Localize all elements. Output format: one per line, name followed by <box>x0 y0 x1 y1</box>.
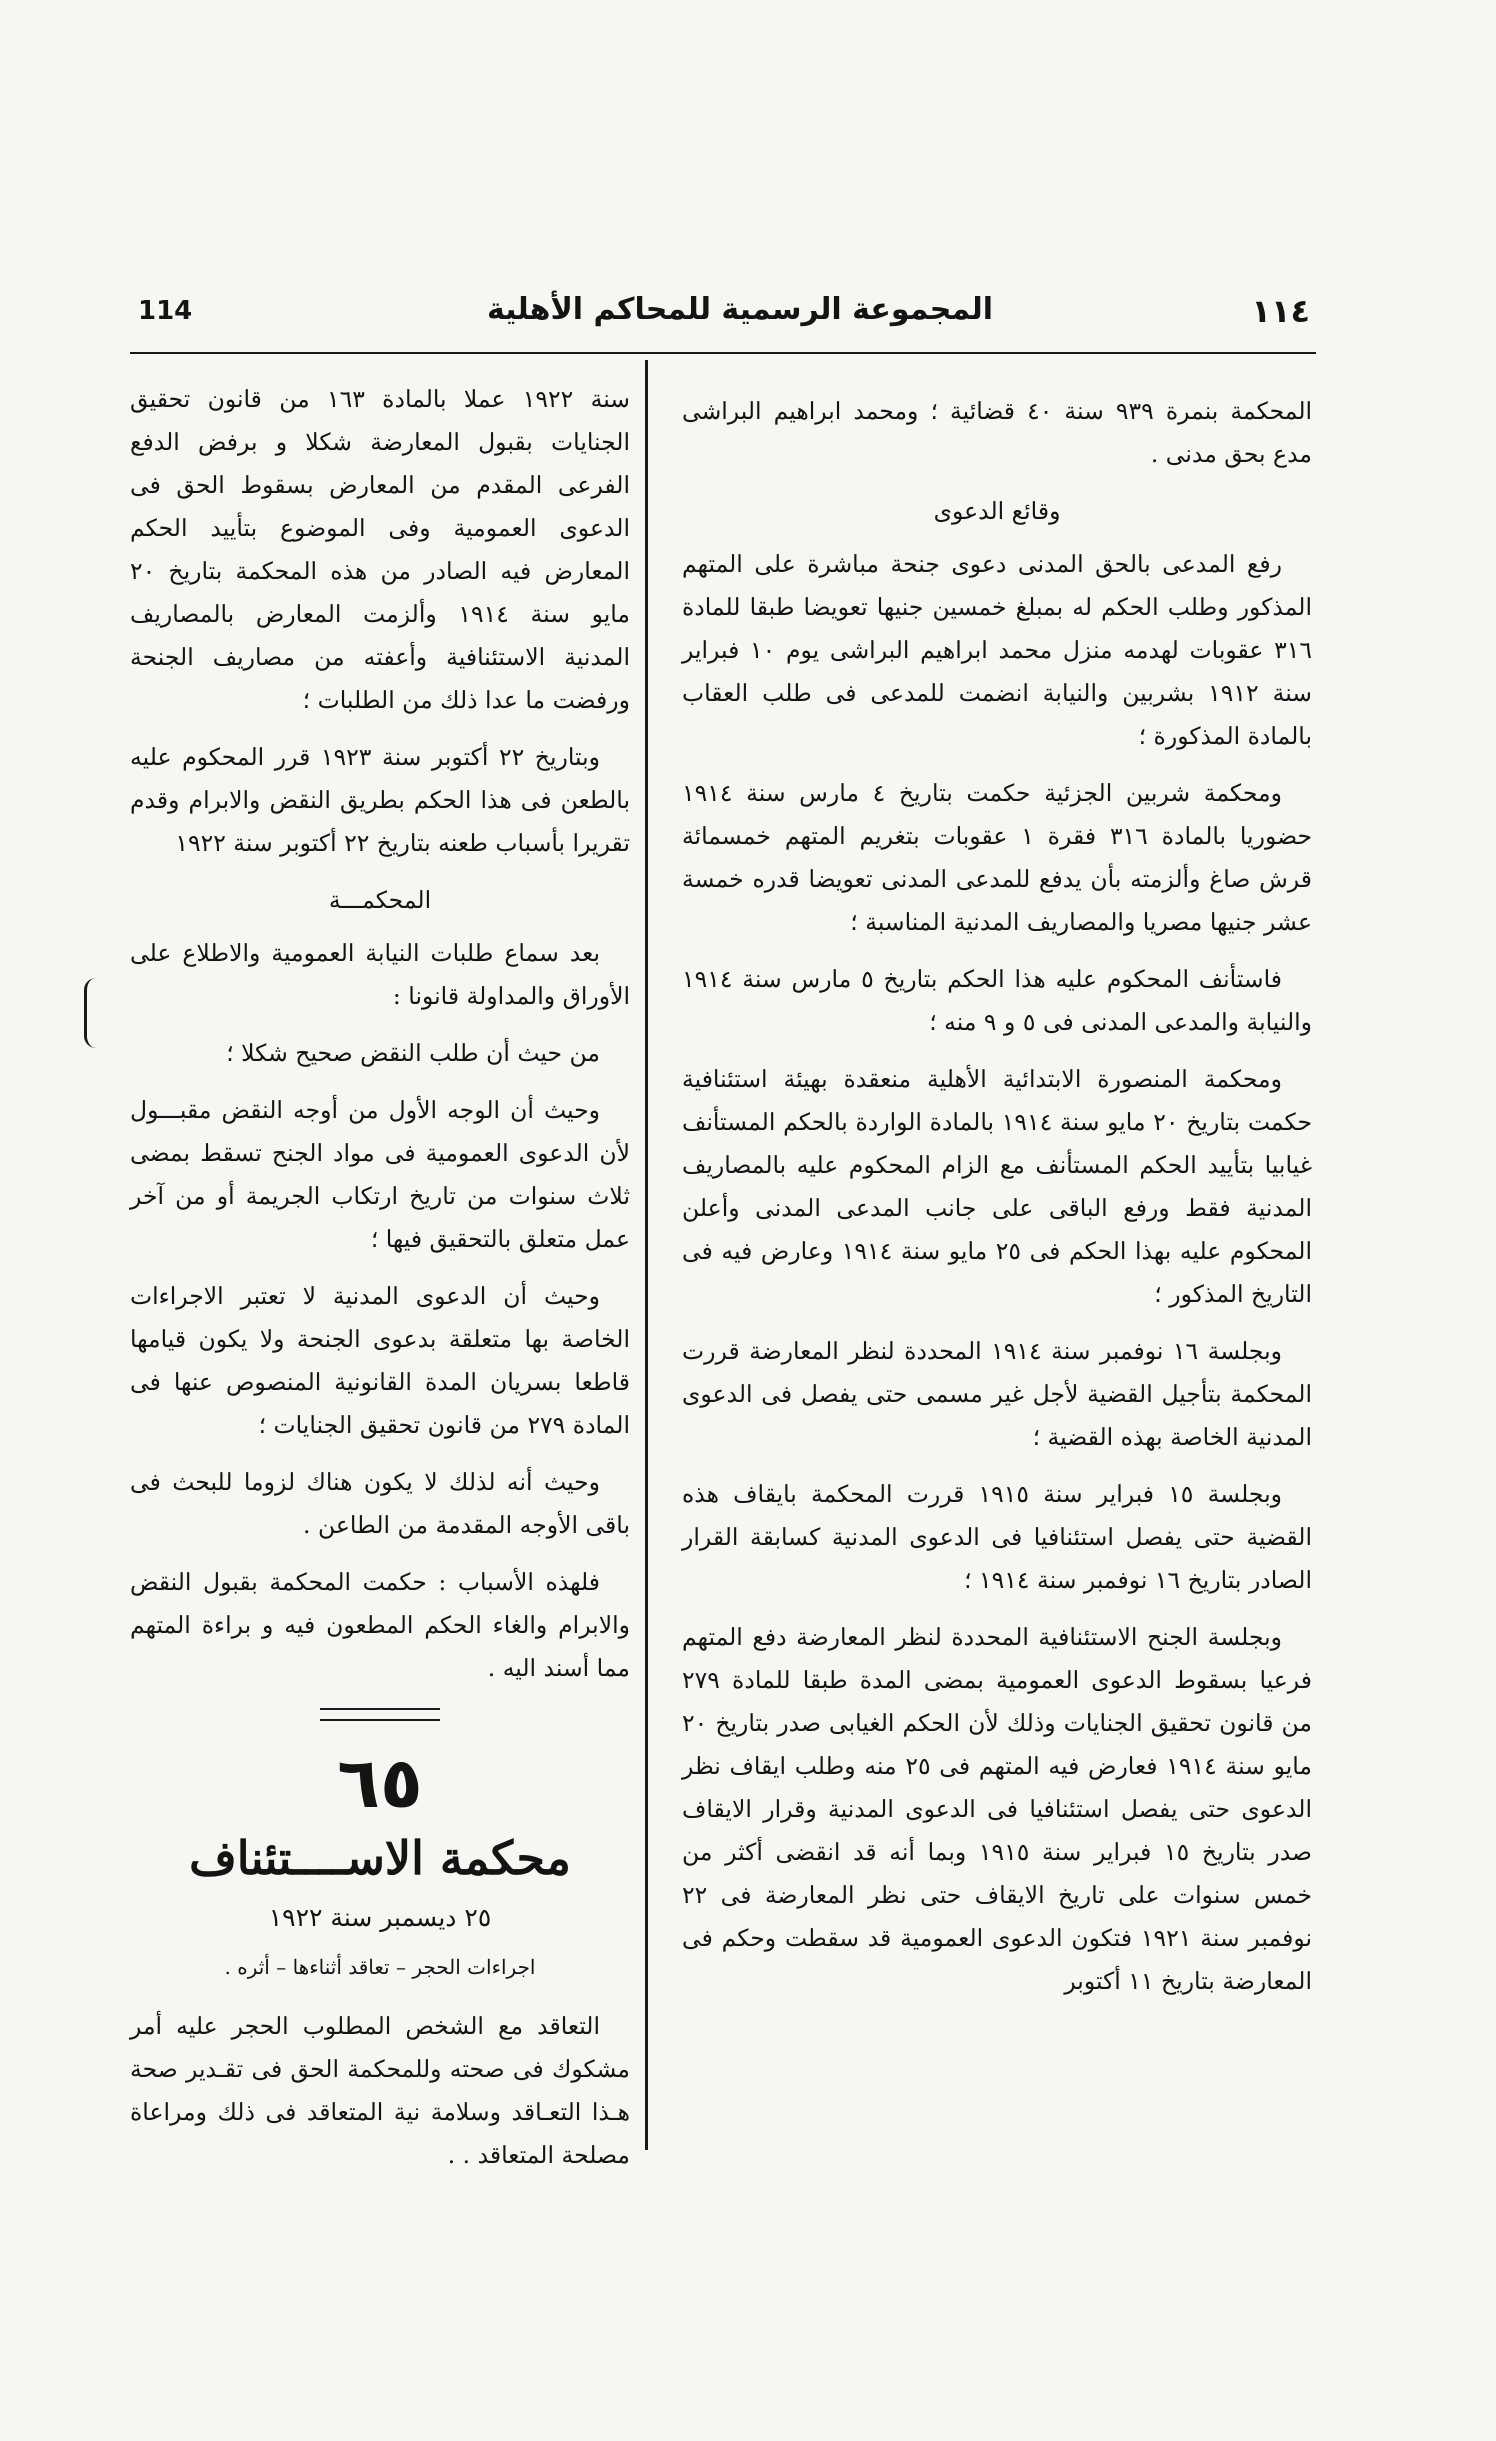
paragraph: وبجلسة الجنح الاستئنافية المحددة لنظر المعارضة دفع المتهم فرعيا بسقوط الدعوى العمومية بمضى المدة طبقا للمادة ٢٧٩ من قانون تحقيق الجنايات وذلك لأن الحكم الغيابى صدر بتاريخ ٢٠ مايو سنة ١٩١٤ فعارض فيه المتهم فى ٢٥ منه وطلب ايقاف نظر الدعوى حتى يفصل استئنافيا فى الدعوى المدنية وقرار الايقاف صدر بتاريخ ١٥ فبراير سنة ١٩١٥ وبما أنه قد انقضى أكثر من خمس سنوات على تاريخ الايقاف حتى نظر المعارضة فى ٢٢ نوفمبر سنة ١٩٢١ فتكون الدعوى العمومية قد سقطت وحكم فى المعارضة بتاريخ ١١ أكتوبر <box>682 1623 1312 1995</box>
paragraph: ومحكمة شربين الجزئية حكمت بتاريخ ٤ مارس سنة ١٩١٤ حضوريا بالمادة ٣١٦ فقرة ١ عقوبات بتغريم المتهم خمسمائة قرش صاغ وألزمته بأن يدفع للمدعى المدنى تعويضا قدره خمسة عشر جنيها مصريا والمصاريف المدنية المناسبة ؛ <box>682 779 1312 936</box>
section-separator <box>320 1708 440 1721</box>
case-keywords: اجراءات الحجر – تعاقد أثناءها – أثره . <box>224 1955 536 1979</box>
column-divider <box>645 360 648 2150</box>
section-heading-facts: وقائع الدعوى <box>933 497 1061 525</box>
case-summary: التعاقد مع الشخص المطلوب الحجر عليه أمر مشكوك فى صحته وللمحكمة الحق فى تقـدير صحة هـذا التعـاقد وسلامة نية المتعاقد فى ذلك ومراعاة مصلحة المتعاقد . . <box>130 2012 630 2169</box>
paragraph: وبتاريخ ٢٢ أكتوبر سنة ١٩٢٣ قرر المحكوم عليه بالطعن فى هذا الحكم بطريق النقض والابرام وقدم تقريرا بأسباب طعنه بتاريخ ٢٢ أكتوبر سنة ١٩٢٢ <box>130 743 630 857</box>
page-number-arabic: ١١٤ <box>1251 292 1310 330</box>
paragraph: من حيث أن طلب النقض صحيح شكلا ؛ <box>226 1039 600 1067</box>
right-column <box>682 390 1312 2017</box>
paragraph: سنة ١٩٢٢ عملا بالمادة ١٦٣ من قانون تحقيق الجنايات بقبول المعارضة شكلا و برفض الدفع الفرعى المقدم من المعارض بسقوط الحق فى الدعوى العمومية وفى الموضوع بتأييد الحكم المعارض فيه الصادر من هذه المحكمة بتاريخ ٢٠ مايو سنة ١٩١٤ وألزمت المعارض بالمصاريف المدنية الاستئنافية وأعفته من مصاريف الجنحة ورفضت ما عدا ذلك من الطلبات ؛ <box>130 385 630 714</box>
section-heading-court: المحكمـــة <box>328 886 432 914</box>
paragraph: وبجلسة ١٦ نوفمبر سنة ١٩١٤ المحددة لنظر المعارضة قررت المحكمة بتأجيل القضية لأجل غير مسمى حتى يفصل فى الدعوى المدنية الخاصة بهذه القضية ؛ <box>682 1337 1312 1451</box>
header-rule <box>130 352 1316 354</box>
paragraph: وحيث أن الوجه الأول من أوجه النقض مقبـــول لأن الدعوى العمومية فى مواد الجنح تسقط بمضى ثلاث سنوات من تاريخ ارتكاب الجريمة أو من آخر عمل متعلق بالتحقيق فيها ؛ <box>130 1096 630 1253</box>
paragraph: وبجلسة ١٥ فبراير سنة ١٩١٥ قررت المحكمة بايقاف هذه القضية حتى يفصل استئنافيا فى الدعوى المدنية كسابقة القرار الصادر بتاريخ ١٦ نوفمبر سنة ١٩١٤ ؛ <box>682 1480 1312 1594</box>
running-title: المجموعة الرسمية للمحاكم الأهلية <box>486 292 994 327</box>
paragraph: فلهذه الأسباب : حكمت المحكمة بقبول النقض والابرام والغاء الحكم المطعون فيه و براءة المتهم مما أسند اليه . <box>130 1568 630 1682</box>
paragraph: بعد سماع طلبات النيابة العمومية والاطلاع على الأوراق والمداولة قانونا : <box>130 939 630 1010</box>
left-column <box>130 378 630 2191</box>
paragraph: فاستأنف المحكوم عليه هذا الحكم بتاريخ ٥ مارس سنة ١٩١٤ والنيابة والمدعى المدنى فى ٥ و ٩ منه ؛ <box>682 965 1312 1036</box>
court-name: محكمة الاســــتئناف <box>189 1831 571 1885</box>
paragraph: المحكمة بنمرة ٩٣٩ سنة ٤٠ قضائية ؛ ومحمد ابراهيم البراشى مدع بحق مدنى . <box>682 397 1313 468</box>
case-date: ٢٥ ديسمبر سنة ١٩٢٢ <box>268 1903 492 1932</box>
paragraph: وحيث أنه لذلك لا يكون هناك لزوما للبحث فى باقى الأوجه المقدمة من الطاعن . <box>130 1468 630 1539</box>
case-number: ٦٥ <box>337 1742 423 1824</box>
paragraph: وحيث أن الدعوى المدنية لا تعتبر الاجراءات الخاصة بها متعلقة بدعوى الجنحة ولا يكون قيامها قاطعا بسريان المدة القانونية المنصوص عنها فى المادة ٢٧٩ من قانون تحقيق الجنايات ؛ <box>130 1282 630 1439</box>
margin-mark <box>84 978 107 1048</box>
paragraph: ومحكمة المنصورة الابتدائية الأهلية منعقدة بهيئة استئنافية حكمت بتاريخ ٢٠ مايو سنة ١٩١٤ بالمادة الواردة بالحكم المستأنف غيابيا بتأييد الحكم المستأنف مع الزام المحكوم عليه بالمصاريف المدنية فقط ورفع الباقى على جانب المدعى المدنى وأعلن المحكوم عليه بهذا الحكم فى ٢٥ مايو سنة ١٩١٤ وعارض فيه فى التاريخ المذكور ؛ <box>682 1065 1312 1308</box>
page-number-latin: 114 <box>138 296 193 326</box>
paragraph: رفع المدعى بالحق المدنى دعوى جنحة مباشرة على المتهم المذكور وطلب الحكم له بمبلغ خمسين جنيها تعويضا طبقا للمادة ٣١٦ عقوبات لهدمه منزل محمد ابراهيم البراشى يوم ١٠ فبراير سنة ١٩١٢ بشربين والنيابة انضمت للمدعى فى طلب العقاب بالمادة المذكورة ؛ <box>682 550 1312 750</box>
